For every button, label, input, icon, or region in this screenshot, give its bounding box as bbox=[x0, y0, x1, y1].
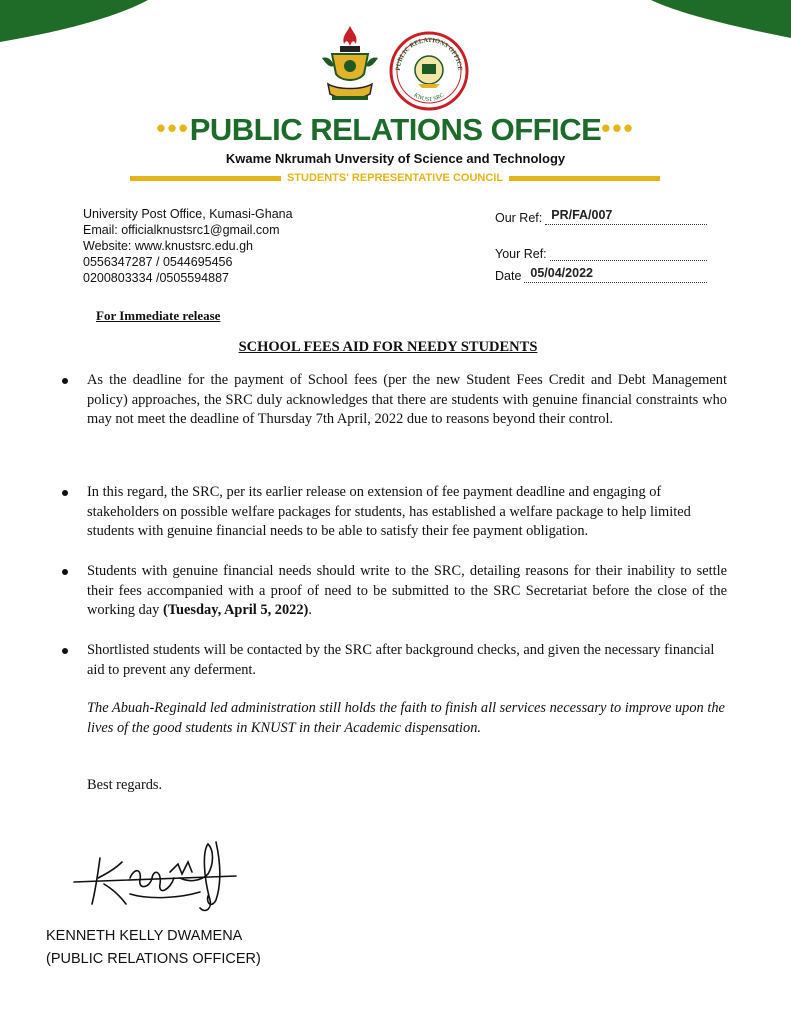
website: Website: www.knustsrc.edu.gh bbox=[83, 239, 253, 253]
bullet-1-text: As the deadline for the payment of School fees (per the new Student Fees Credit and Debt Management policy) approaches, the SRC duly acknowledges that there are students with genuine financial constraints who may not meet the deadline of Thursday 7th April, 2022 due to reasons beyond their control. bbox=[87, 372, 727, 427]
title-dots-left: ••• bbox=[156, 113, 190, 143]
our-ref-line bbox=[545, 208, 707, 225]
email: Email: officialknustsrc1@gmail.com bbox=[83, 223, 280, 237]
bullet-4-marker bbox=[62, 648, 68, 654]
contact-block bbox=[83, 206, 293, 286]
date-label: Date bbox=[495, 269, 522, 283]
src-seal-icon bbox=[388, 30, 470, 112]
signer-name: KENNETH KELLY DWAMENA bbox=[46, 928, 243, 944]
regards: Best regards. bbox=[87, 777, 163, 793]
date-value: 05/04/2022 bbox=[530, 266, 593, 280]
our-ref-row bbox=[495, 203, 707, 225]
your-ref-line bbox=[550, 248, 707, 261]
our-ref-label: Our Ref: bbox=[495, 211, 543, 225]
seal-text-top: PUBLIC RELATIONS OFFICE bbox=[394, 36, 464, 71]
your-ref-label: Your Ref: bbox=[495, 247, 547, 261]
release-label: For Immediate release bbox=[96, 308, 221, 323]
bullet-3-deadline: (Tuesday, April 5, 2022) bbox=[162, 602, 309, 618]
phones-line-2: 0200803334 /0505594887 bbox=[83, 271, 229, 285]
bullet-3-paragraph bbox=[87, 562, 727, 621]
document-title: SCHOOL FEES AID FOR NEEDY STUDENTS bbox=[238, 339, 538, 355]
corner-decoration-left bbox=[0, 0, 150, 44]
council-label: STUDENTS' REPRESENTATIVE COUNCIL bbox=[286, 172, 504, 184]
bullet-3-end: . bbox=[308, 602, 312, 618]
university-name: Kwame Nkrumah Unversity of Science and Technology bbox=[225, 151, 566, 166]
phones-line-1: 0556347287 / 0544695456 bbox=[83, 255, 233, 269]
reference-block bbox=[495, 203, 707, 283]
bullet-3-text: Students with genuine financial needs should write to the SRC, detailing reasons for their inability to settle their fees accompanied with a proof of need to be submitted to the SRC Secretariat before the close of the working day bbox=[87, 563, 727, 618]
bullet-1-marker bbox=[62, 378, 68, 384]
bullet-2-text: In this regard, the SRC, per its earlier release on extension of fee payment deadline and engaging of stakeholders on possible welfare packages for students, has established a welfare package to help limited students with genuine financial needs to be able to satisfy their fee payment obligation. bbox=[87, 484, 691, 539]
knust-crest-icon bbox=[318, 24, 382, 104]
office-title bbox=[0, 112, 791, 148]
office-title-text: PUBLIC RELATIONS OFFICE bbox=[189, 112, 602, 147]
signer-block bbox=[46, 925, 261, 971]
date-line bbox=[524, 266, 707, 283]
bullet-4-text: Shortlisted students will be contacted by the SRC after background checks, and given the necessary financial aid to prevent any deferment. bbox=[87, 642, 715, 678]
date-row bbox=[495, 261, 707, 283]
bullet-2-marker bbox=[62, 490, 68, 496]
signer-role: (PUBLIC RELATIONS OFFICER) bbox=[46, 951, 261, 967]
our-ref-value: PR/FA/007 bbox=[551, 208, 613, 222]
address: University Post Office, Kumasi-Ghana bbox=[83, 207, 293, 221]
closing-statement: The Abuah-Reginald led administration still holds the faith to finish all services necessary to improve upon the lives of the good students in KNUST in their Academic dispensation. bbox=[87, 700, 725, 736]
signature-icon bbox=[70, 838, 250, 922]
seal-text-bottom: KNUST SRC bbox=[412, 92, 446, 104]
council-band bbox=[130, 170, 660, 186]
bullet-3-marker bbox=[62, 569, 68, 575]
title-dots-right: ••• bbox=[601, 113, 635, 143]
band-line-left bbox=[130, 176, 281, 181]
your-ref-row bbox=[495, 239, 707, 261]
corner-decoration-right bbox=[641, 0, 791, 44]
band-line-right bbox=[509, 176, 660, 181]
